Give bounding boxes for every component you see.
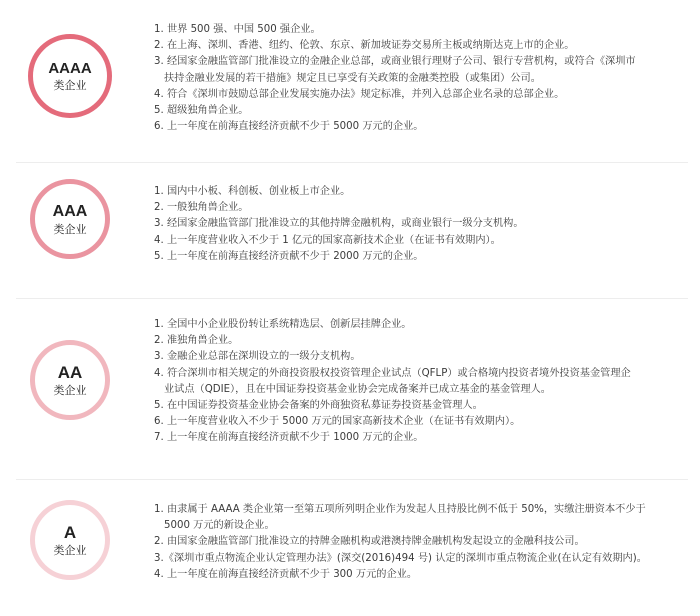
tier-criteria-list: [154, 317, 684, 447]
criteria-item: 5. 在中国证券投资基金业协会备案的外商独资私募证券投资基金管理人。: [154, 400, 483, 412]
criteria-item: 4. 符合深圳市相关规定的外商投资股权投资管理企业试点（QFLP）或合格境内投资者境外投资基金管理企 业试点（QDIE），且在中国证券投资基金业协会完成备案并已成立基金的基金管理人。: [154, 367, 631, 395]
tier-badge-aaa: [30, 179, 110, 259]
tier-class-label: 类企业: [53, 222, 87, 236]
criteria-item: 2. 在上海、深圳、香港、纽约、伦敦、东京、新加坡证券交易所主板或纳斯达克上市的企业。: [154, 40, 575, 52]
criteria-item: 5. 上一年度在前海直接经济贡献不少于 2000 万元的企业。: [154, 250, 424, 262]
criteria-item: 6. 上一年度在前海直接经济贡献不少于 5000 万元的企业。: [154, 121, 424, 133]
tier-divider: [16, 298, 688, 299]
criteria-item: 4. 上一年度在前海直接经济贡献不少于 300 万元的企业。: [154, 568, 418, 580]
criteria-item: 1. 全国中小企业股份转让系统精选层、创新层挂牌企业。: [154, 319, 412, 330]
criteria-item: 3.《深圳市重点物流企业认定管理办法》(深交(2016)494 号) 认定的深圳市重点物流企业(在认定有效期内)。: [154, 552, 647, 564]
tier-badge-aaaa: [28, 34, 112, 118]
criteria-item: 3. 经国家金融监管部门批准设立的金融企业总部，或商业银行理财子公司、银行专营机构，或符合《深圳市 扶持金融业发展的若干措施》规定且已享受有关政策的金融类控股（或集团）公司。: [154, 56, 636, 84]
criteria-item: 4. 符合《深圳市鼓励总部企业发展实施办法》规定标准，并列入总部企业名录的总部企业。: [154, 88, 565, 100]
tier-class-label: 类企业: [53, 544, 87, 557]
tier-grade: AA: [57, 363, 83, 382]
tier-divider: [16, 162, 688, 163]
tier-badge-aa: [30, 340, 110, 420]
criteria-item: 5. 超级独角兽企业。: [154, 105, 249, 117]
criteria-item: 4. 上一年度营业收入不少于 1 亿元的国家高新技术企业（在证书有效期内）。: [154, 234, 501, 246]
tier-class-label: 类企业: [53, 79, 87, 92]
tier-divider: [16, 479, 688, 480]
tier-criteria-list: [154, 22, 684, 135]
tier-grade: AAA: [52, 202, 88, 220]
criteria-item: 1. 国内中小板、科创板、创业板上市企业。: [154, 186, 351, 197]
tier-class-label: 类企业: [53, 384, 87, 397]
criteria-item: 2. 由国家金融监管部门批准设立的持牌金融机构或港澳持牌金融机构发起设立的金融科技公司。: [154, 536, 585, 548]
tier-grade: A: [63, 523, 77, 542]
criteria-item: 6. 上一年度营业收入不少于 5000 万元的国家高新技术企业（在证书有效期内）。: [154, 416, 521, 428]
tier-grade: AAAA: [48, 60, 92, 77]
criteria-item: 1. 由隶属于 AAAA 类企业第一至第五项所列明企业作为发起人且持股比例不低于 50%，实缴注册资本不少于 5000 万元的新设企业。: [154, 504, 646, 532]
tier-badge-a: [30, 500, 110, 580]
criteria-item: 3. 金融企业总部在深圳设立的一级分支机构。: [154, 351, 361, 363]
criteria-item: 7. 上一年度在前海直接经济贡献不少于 1000 万元的企业。: [154, 432, 424, 444]
criteria-item: 3. 经国家金融监管部门批准设立的其他持牌金融机构，或商业银行一级分支机构。: [154, 218, 524, 230]
tier-criteria-list: [154, 184, 684, 265]
tier-criteria-list: [154, 502, 684, 583]
criteria-item: 2. 准独角兽企业。: [154, 335, 239, 347]
criteria-item: 1. 世界 500 强、中国 500 强企业。: [154, 24, 321, 35]
criteria-item: 2. 一般独角兽企业。: [154, 202, 249, 214]
